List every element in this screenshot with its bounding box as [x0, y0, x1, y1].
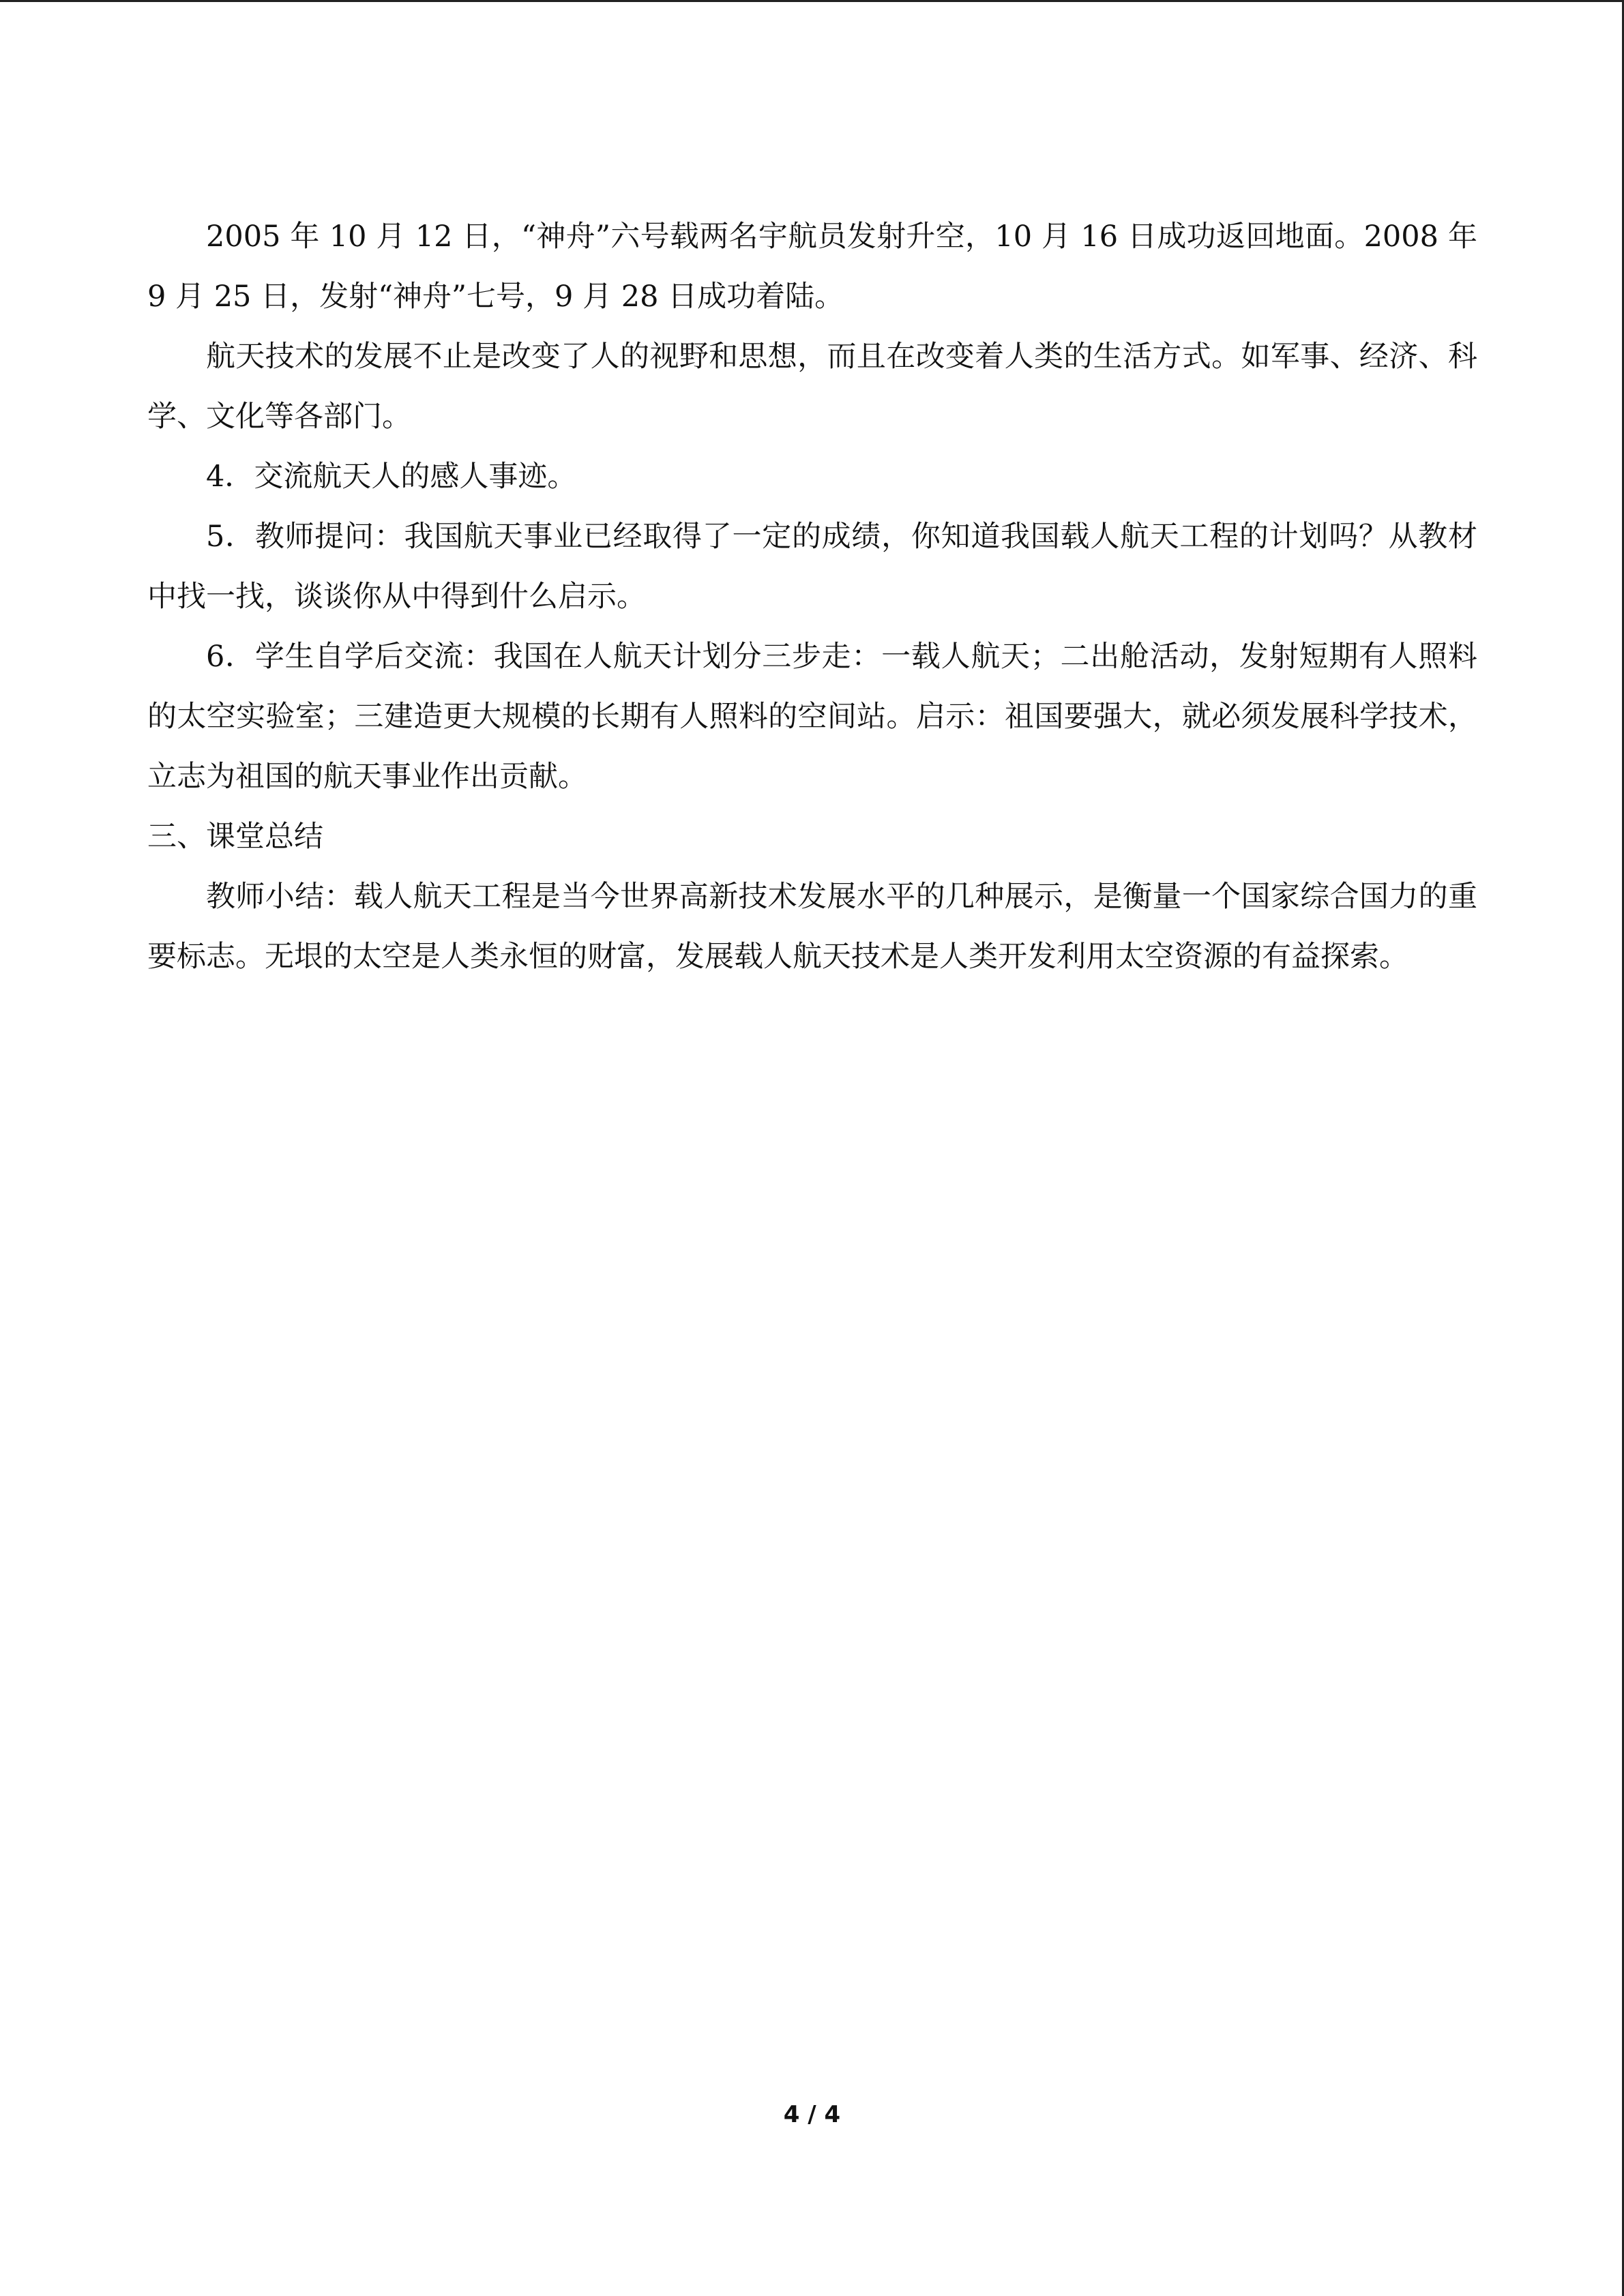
- section-heading-class-summary: 三、课堂总结: [147, 820, 323, 854]
- paragraph-step-5: 5．教师提问：我国航天事业已经取得了一定的成绩，你知道我国载人航天工程的计划吗？从教材中找一找，谈谈你从中得到什么启示。: [147, 520, 1477, 614]
- paragraph-shenzhou-launches: 2005 年 10 月 12 日，“神舟”六号载两名宇航员发射升空，10 月 16 日成功返回地面。2008 年 9 月 25 日，发射“神舟”七号，9 月 28 日成功着陆。: [147, 220, 1477, 314]
- document-body: [147, 207, 1477, 987]
- paragraph-step-4: 4．交流航天人的感人事迹。: [206, 460, 577, 494]
- paragraph-step-6: 6．学生自学后交流：我国在人航天计划分三步走：一载人航天；二出舱活动，发射短期有人照料的太空实验室；三建造更大规模的长期有人照料的空间站。启示：祖国要强大，就必须发展科学技术，立志为祖国的航天事业作出贡献。: [147, 640, 1477, 794]
- paragraph-teacher-summary: 教师小结：载人航天工程是当今世界高新技术发展水平的几种展示，是衡量一个国家综合国力的重要标志。无垠的太空是人类永恒的财富，发展载人航天技术是人类开发利用太空资源的有益探索。: [147, 880, 1477, 974]
- page-number: 4 / 4: [783, 2101, 841, 2128]
- paragraph-space-tech-impact: 航天技术的发展不止是改变了人的视野和思想，而且在改变着人类的生活方式。如军事、经济、科学、文化等各部门。: [147, 340, 1477, 434]
